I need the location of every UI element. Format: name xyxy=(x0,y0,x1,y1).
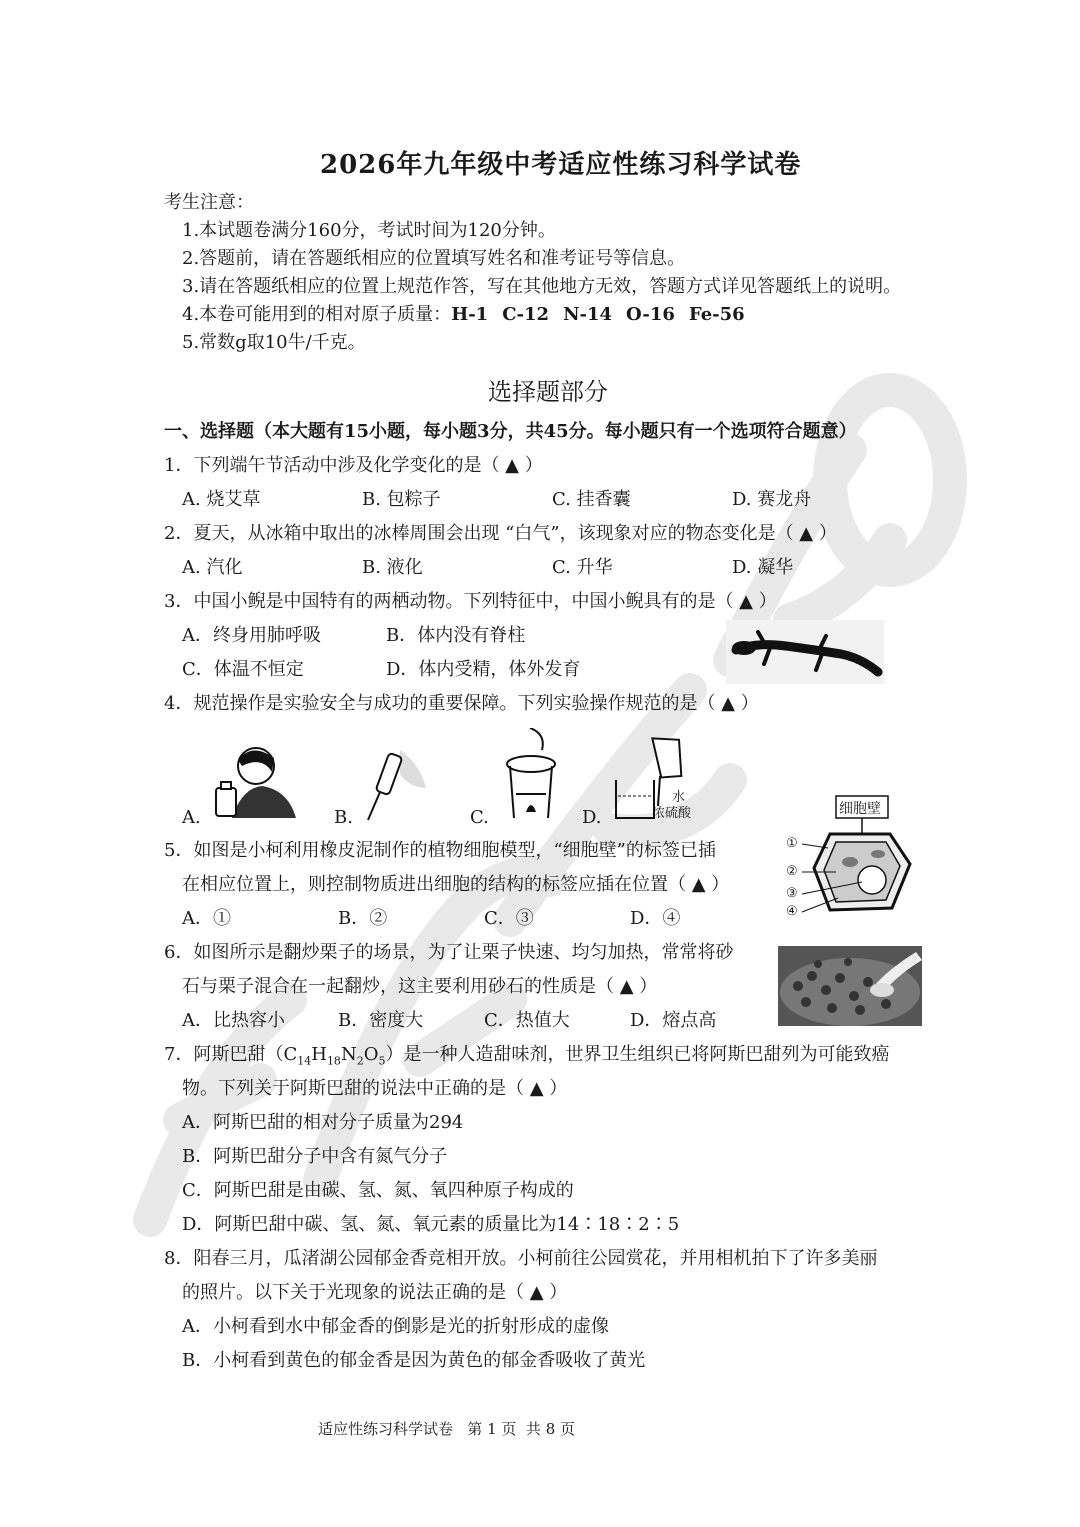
q2-option-b: B. 液化 xyxy=(362,557,423,578)
q1-option-b: B. 包粽子 xyxy=(362,489,441,510)
q1-option-d: D. 赛龙舟 xyxy=(732,489,812,510)
q7-stem-prefix: 7．阿斯巴甜（ xyxy=(164,1044,284,1065)
q5-option-d: D．④ xyxy=(630,908,681,929)
evaporation-image xyxy=(496,728,566,824)
cell-position-3: ③ xyxy=(786,886,798,901)
q6-option-c: C．热值大 xyxy=(484,1010,570,1031)
mass-n: N-14 xyxy=(563,304,613,325)
smelling-gas-image xyxy=(212,742,298,818)
mass-h: H-1 xyxy=(451,304,489,325)
q2-option-c: C. 升华 xyxy=(552,557,613,578)
notice-item-2: 2.答题前，请在答题纸相应的位置填写姓名和准考证号等信息。 xyxy=(182,248,686,269)
cell-position-4: ④ xyxy=(786,904,798,919)
q1-option-a: A. 烧艾草 xyxy=(182,489,261,510)
question-6-stem-line-1: 6．如图所示是翻炒栗子的场景，为了让栗子快速、均匀加热，常常将砂 xyxy=(164,942,734,963)
q2-option-a: A. 汽化 xyxy=(182,557,243,578)
notice-item-5: 5.常数g取10牛/千克。 xyxy=(182,332,366,353)
cell-wall-label: 细胞壁 xyxy=(839,801,881,817)
notice-heading: 考生注意： xyxy=(164,192,254,213)
question-7-stem-line-1 xyxy=(164,1043,889,1074)
question-7-stem-line-2: 物。下列关于阿斯巴甜的说法中正确的是（ ▲ ） xyxy=(182,1078,568,1099)
mass-o: O-16 xyxy=(626,304,675,325)
q8-option-b: B．小柯看到黄色的郁金香是因为黄色的郁金香吸收了黄光 xyxy=(182,1350,646,1371)
q6-option-a: A．比热容小 xyxy=(182,1010,285,1031)
q4-option-d: D. xyxy=(582,807,602,828)
q6-option-d: D．熔点高 xyxy=(630,1010,717,1031)
q7-option-b: B．阿斯巴甜分子中含有氮气分子 xyxy=(182,1146,448,1167)
question-5-stem-line-2: 在相应位置上，则控制物质进出细胞的结构的标签应插在位置（ ▲ ） xyxy=(182,874,730,895)
formula-o: O xyxy=(363,1044,379,1065)
q7-option-d: D．阿斯巴甜中碳、氢、氮、氧元素的质量比为14∶18∶2∶5 xyxy=(182,1214,680,1235)
question-4-stem: 4．规范操作是实验安全与成功的重要保障。下列实验操作规范的是（ ▲ ） xyxy=(164,693,759,714)
question-5-stem-line-1: 5．如图是小柯利用橡皮泥制作的植物细胞模型，“细胞壁”的标签已插 xyxy=(164,840,716,861)
notice-item-4-prefix: 4.本卷可能用到的相对原子质量： xyxy=(182,304,452,325)
mass-c: C-12 xyxy=(502,304,550,325)
q3-option-b: B．体内没有脊柱 xyxy=(386,625,526,646)
q3-option-c: C．体温不恒定 xyxy=(182,659,304,680)
cell-position-1: ① xyxy=(786,836,798,851)
question-1-stem: 1．下列端午节活动中涉及化学变化的是（ ▲ ） xyxy=(164,455,543,476)
q6-option-b: B．密度大 xyxy=(338,1010,424,1031)
part-heading: 一、选择题（本大题有15小题，每小题3分，共45分。每小题只有一个选项符合题意） xyxy=(164,421,857,442)
q3-option-a: A．终身用肺呼吸 xyxy=(182,625,321,646)
q7-option-a: A．阿斯巴甜的相对分子质量为294 xyxy=(182,1112,464,1133)
page-footer: 适应性练习科学试卷 第 1 页 共 8 页 xyxy=(318,1420,576,1438)
salamander-image xyxy=(726,620,884,684)
dropper-image xyxy=(360,744,430,822)
formula-c-count: 14 xyxy=(297,1054,312,1068)
chemical-formula xyxy=(283,1044,386,1068)
cell-position-2: ② xyxy=(786,864,798,879)
q1-option-c: C. 挂香囊 xyxy=(552,489,631,510)
formula-c: C xyxy=(283,1044,298,1065)
section-title: 选择题部分 xyxy=(488,378,608,406)
notice-item-4 xyxy=(182,303,759,327)
mass-fe: Fe-56 xyxy=(688,304,745,325)
beaker-acid-label: 浓硫酸 xyxy=(652,806,692,821)
formula-n-count: 2 xyxy=(356,1054,364,1068)
notice-item-3: 3.请在答题纸相应的位置上规范作答，写在其他地方无效，答题方式详见答题纸上的说明。 xyxy=(182,276,902,297)
page-title: 2026年九年级中考适应性练习科学试卷 xyxy=(320,150,802,180)
q2-option-d: D. 凝华 xyxy=(732,557,794,578)
roasting-chestnuts-image xyxy=(778,946,922,1026)
question-8-stem-line-2: 的照片。以下关于光现象的说法正确的是（ ▲ ） xyxy=(182,1282,568,1303)
q3-option-d: D．体内受精，体外发育 xyxy=(386,659,581,680)
formula-h: H xyxy=(311,1044,327,1065)
formula-n: N xyxy=(340,1044,357,1065)
q8-option-a: A．小柯看到水中郁金香的倒影是光的折射形成的虚像 xyxy=(182,1316,609,1337)
q4-option-a: A. xyxy=(182,807,201,828)
q7-option-c: C．阿斯巴甜是由碳、氢、氮、氧四种原子构成的 xyxy=(182,1180,574,1201)
q5-option-b: B．② xyxy=(338,908,388,929)
question-3-stem: 3．中国小鲵是中国特有的两栖动物。下列特征中，中国小鲵具有的是（ ▲ ） xyxy=(164,591,777,612)
q4-option-b: B. xyxy=(334,807,353,828)
q7-stem-suffix: ）是一种人造甜味剂，世界卫生组织已将阿斯巴甜列为可能致癌 xyxy=(385,1044,890,1065)
q4-option-c: C. xyxy=(470,807,489,828)
question-8-stem-line-1: 8．阳春三月，瓜渚湖公园郁金香竞相开放。小柯前往公园赏花，并用相机拍下了许多美丽 xyxy=(164,1248,878,1269)
formula-o-count: 5 xyxy=(378,1054,386,1068)
notice-item-1: 1.本试题卷满分160分，考试时间为120分钟。 xyxy=(182,220,556,241)
question-2-stem: 2．夏天，从冰箱中取出的冰棒周围会出现 “白气”，该现象对应的物态变化是（ ▲ ） xyxy=(164,523,837,544)
question-6-stem-line-2: 石与栗子混合在一起翻炒，这主要利用砂石的性质是（ ▲ ） xyxy=(182,976,658,997)
formula-h-count: 18 xyxy=(326,1054,341,1068)
beaker-water-label: 水 xyxy=(672,790,686,805)
q5-option-a: A．① xyxy=(182,908,231,929)
q5-option-c: C．③ xyxy=(484,908,534,929)
